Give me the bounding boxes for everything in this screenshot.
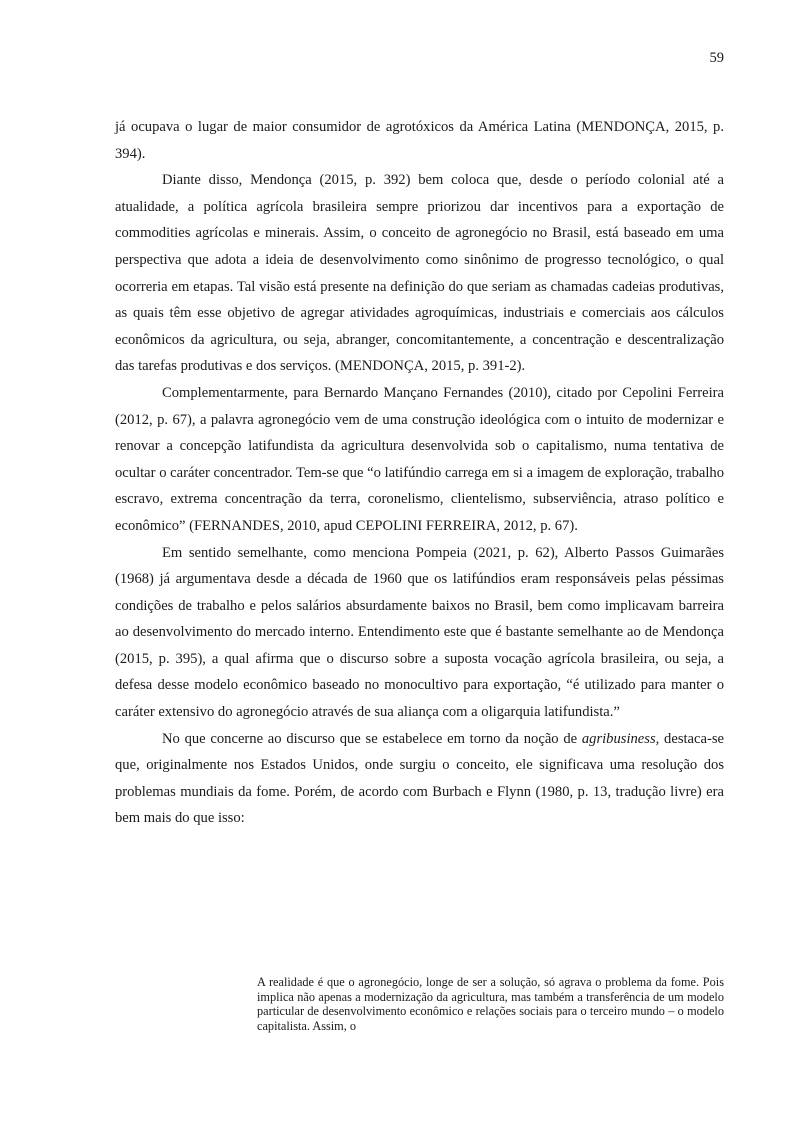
block-quote: A realidade é que o agronegócio, longe de ser a solução, só agrava o problema da fome. Pois implica não apenas a modernização da agricultura, mas também a transferência de um modelo particular de desenvolvimento econômico e relações sociais para o terceiro mundo – o modelo capitalista. Assim, o [257, 975, 724, 1033]
paragraph-4: Em sentido semelhante, como menciona Pompeia (2021, p. 62), Alberto Passos Guimarães (1968) já argumentava desde a década de 1960 que os latifúndios eram responsáveis pelas péssimas condições de trabalho e pelos salários absurdamente baixos no Brasil, bem como implicavam barreira ao desenvolvimento do mercado interno. Entendimento este que é bastante semelhante ao de Mendonça (2015, p. 395), a qual afirma que o discurso sobre a suposta vocação agrícola brasileira, ou seja, a defesa desse modelo econômico baseado no monocultivo para exportação, “é utilizado para manter o caráter extensivo do agronegócio através de sua aliança com a oligarquia latifundista.” [115, 544, 724, 721]
paragraph-5-rest: destaca-se que, originalmente nos Estados Unidos, onde surgiu o conceito, ele significava uma resolução dos problemas mundiais da fome. Porém, de acordo com Burbach e Flynn (1980, p. 13, tradução livre) era bem mais do que isso: [115, 730, 724, 827]
agribusiness-term: agribusiness, [581, 730, 660, 747]
paragraph-5 [115, 726, 724, 832]
body-text [115, 114, 724, 832]
page-number: 59 [709, 50, 724, 66]
paragraph-1: já ocupava o lugar de maior consumidor de agrotóxicos da América Latina (MENDONÇA, 2015, p. 394). [115, 119, 724, 162]
paragraph-2: Diante disso, Mendonça (2015, p. 392) bem coloca que, desde o período colonial até a atualidade, a política agrícola brasileira sempre priorizou dar incentivos para a exportação de commodities agrícolas e minerais. Assim, o conceito de agronegócio no Brasil, está baseado em uma perspectiva que adota a ideia de desenvolvimento como sinônimo de progresso tecnológico, o qual ocorreria em etapas. Tal visão está presente na definição do que seriam as chamadas cadeias produtivas, as quais têm esse objetivo de agregar atividades agroquímicas, industriais e comerciais aos cálculos econômicos da agricultura, ou seja, abranger, concomitantemente, a concentração e descentralização das tarefas produtivas e dos serviços. (MENDONÇA, 2015, p. 391-2). [115, 172, 724, 375]
paragraph-5-lead: No que concerne ao discurso que se estabelece em torno da noção de [162, 730, 582, 747]
paragraph-3: Complementarmente, para Bernardo Mançano Fernandes (2010), citado por Cepolini Ferreira (2012, p. 67), a palavra agronegócio vem de uma construção ideológica com o intuito de modernizar e renovar a concepção latifundista da agricultura desenvolvida sob o capitalismo, numa tentativa de ocultar o caráter concentrador. Tem-se que “o latifúndio carrega em si a imagem de exploração, trabalho escravo, extrema concentração da terra, coronelismo, clientelismo, subserviência, atraso político e econômico” (FERNANDES, 2010, apud CEPOLINI FERREIRA, 2012, p. 67). [115, 384, 724, 534]
